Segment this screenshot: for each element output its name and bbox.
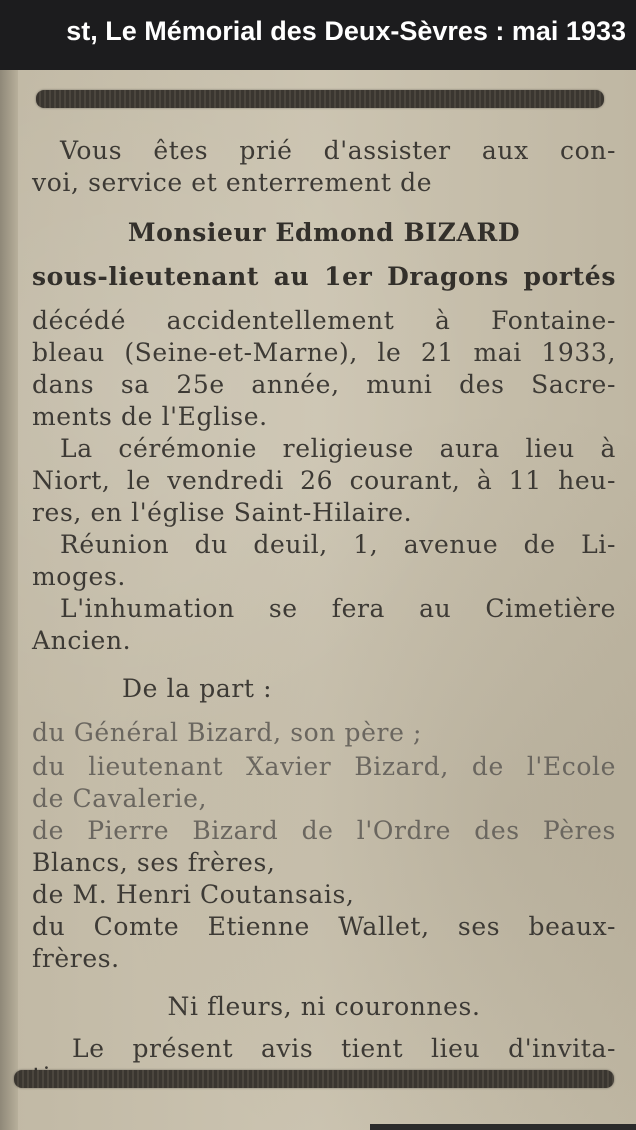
family-line: du Général Bizard, son père ;: [32, 718, 423, 747]
top-decorative-rule: [36, 90, 604, 108]
family-line: de M. Henri Coutansais,: [32, 880, 355, 909]
burial-line: L'inhumation se fera au Cimetière: [60, 594, 616, 623]
family-line: frères.: [32, 944, 120, 973]
notice-line: voi, service et enterrement de: [32, 168, 433, 197]
newspaper-clipping: [0, 70, 636, 1130]
notice-line: dans sa 25e année, muni des Sacre-: [32, 370, 616, 399]
family-line: de Pierre Bizard de l'Ordre des Pères: [32, 816, 616, 845]
family-line: du lieutenant Xavier Bizard, de l'Ecole: [32, 752, 616, 781]
notice-line: bleau (Seine-et-Marne), le 21 mai 1933,: [32, 338, 616, 367]
no-flowers-line: Ni fleurs, ni couronnes.: [167, 992, 481, 1021]
invitation-line: Le présent avis tient lieu d'invita-: [72, 1034, 616, 1063]
page-gutter: [0, 70, 18, 1130]
notice-line: décédé accidentellement à Fontaine-: [32, 306, 616, 335]
bottom-decorative-rule: [14, 1070, 614, 1088]
notice-line: Vous êtes prié d'assister aux con-: [60, 136, 616, 165]
viewer-title-bar: [0, 0, 636, 70]
family-heading: De la part :: [122, 674, 273, 703]
ceremony-line: Niort, le vendredi 26 courant, à 11 heu-: [32, 466, 616, 495]
viewer-bottom-edge: [370, 1124, 636, 1130]
burial-line: Ancien.: [32, 626, 132, 655]
gathering-line: Réunion du deuil, 1, avenue de Li-: [60, 530, 616, 559]
deceased-name: Monsieur Edmond BIZARD: [127, 218, 521, 247]
family-line: Blancs, ses frères,: [32, 848, 276, 877]
deceased-rank: sous-lieutenant au 1er Dragons portés: [32, 262, 616, 291]
family-line: de Cavalerie,: [32, 784, 208, 813]
family-line: du Comte Etienne Wallet, ses beaux-: [32, 912, 616, 941]
document-title: st, Le Mémorial des Deux-Sèvres : mai 1933: [66, 16, 626, 46]
gathering-line: moges.: [32, 562, 126, 591]
ceremony-line: res, en l'église Saint-Hilaire.: [32, 498, 413, 527]
ceremony-line: La cérémonie religieuse aura lieu à: [60, 434, 616, 463]
notice-line: ments de l'Eglise.: [32, 402, 268, 431]
